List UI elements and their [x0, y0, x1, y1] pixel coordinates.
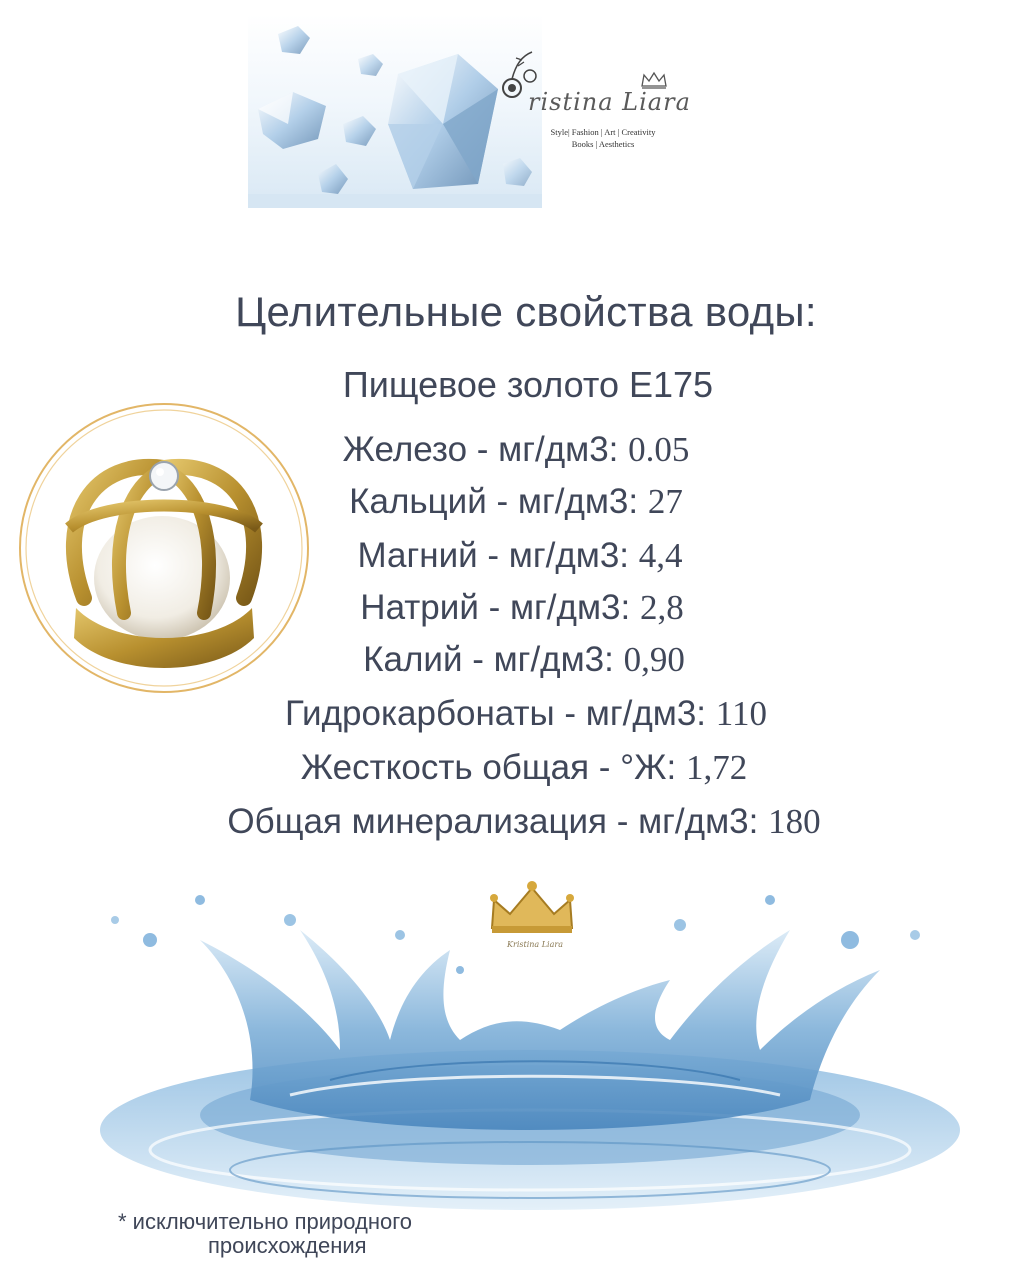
mini-brand-name: Kristina Liara — [507, 940, 563, 949]
property-mineralization — [8, 802, 1032, 842]
property-value: 0.05 — [628, 430, 690, 469]
property-potassium — [8, 640, 1032, 680]
property-sodium — [6, 588, 1032, 628]
page-title: Целительные свойства воды: — [235, 288, 817, 335]
crown-icon — [484, 878, 580, 938]
property-value: 27 — [647, 482, 683, 521]
footnote — [118, 1210, 412, 1258]
property-hardness — [8, 748, 1032, 788]
brand-name: ristina Liara — [528, 88, 691, 116]
gold-crown-logo — [484, 878, 580, 988]
property-value: 0,90 — [623, 640, 685, 679]
property-label: Натрий - мг/дм3: — [360, 588, 631, 627]
property-value: 180 — [768, 802, 821, 841]
property-label: Кальций - мг/дм3: — [349, 482, 639, 521]
property-label: Жесткость общая - °Ж: — [300, 748, 677, 787]
brand-logo — [492, 34, 722, 164]
footnote-line-2: происхождения — [208, 1233, 367, 1258]
property-label: Магний - мг/дм3: — [357, 536, 630, 575]
property-value: 1,72 — [685, 748, 748, 787]
property-value: 4,4 — [638, 536, 683, 575]
property-value: 110 — [715, 694, 767, 733]
property-bicarbonates — [10, 694, 1032, 734]
property-label: Калий - мг/дм3: — [363, 640, 614, 679]
page-subtitle: Пищевое золото Е175 — [342, 364, 714, 405]
property-label: Железо - мг/дм3: — [342, 430, 619, 469]
brand-tagline-1: Style| Fashion | Art | Creativity — [550, 127, 656, 137]
footnote-line-1: * исключительно природного — [118, 1209, 412, 1234]
property-label: Гидрокарбонаты - мг/дм3: — [285, 694, 707, 733]
property-calcium — [0, 482, 1032, 522]
property-iron — [0, 430, 1032, 470]
crown-icon — [640, 70, 668, 90]
brand-tagline-2: Books | Aesthetics — [571, 139, 635, 149]
property-magnesium — [4, 536, 1032, 576]
property-label: Общая минерализация - мг/дм3: — [227, 802, 759, 841]
property-value: 2,8 — [639, 588, 684, 627]
